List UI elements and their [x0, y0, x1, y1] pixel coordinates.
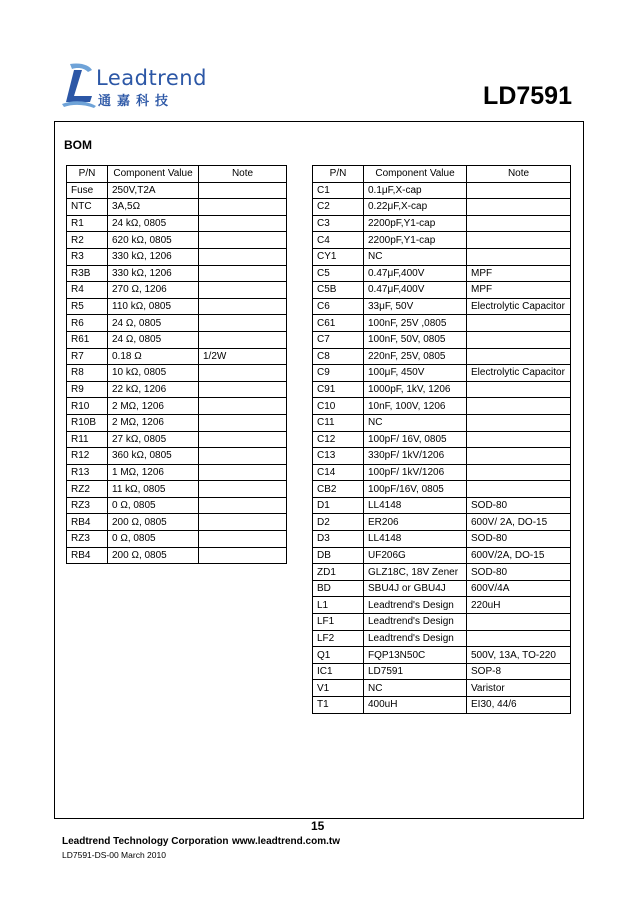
- cell-pn: R5: [67, 298, 108, 315]
- cell-pn: C7: [313, 331, 364, 348]
- table-header-row: [67, 166, 287, 183]
- table-row: [313, 663, 571, 680]
- table-row: [67, 497, 287, 514]
- cell-note: [199, 414, 287, 431]
- cell-component-value: 2200pF,Y1-cap: [364, 215, 467, 232]
- table-row: [67, 414, 287, 431]
- table-row: [313, 680, 571, 697]
- header-component-value: Component Value: [364, 166, 467, 183]
- cell-note: [467, 215, 571, 232]
- table-row: [67, 547, 287, 564]
- cell-pn: C14: [313, 464, 364, 481]
- cell-component-value: 24 kΩ, 0805: [108, 215, 199, 232]
- cell-pn: R10B: [67, 414, 108, 431]
- cell-note: [467, 481, 571, 498]
- cell-pn: RZ2: [67, 481, 108, 498]
- cell-component-value: 270 Ω, 1206: [108, 282, 199, 299]
- cell-note: [467, 431, 571, 448]
- cell-pn: NTC: [67, 199, 108, 216]
- cell-pn: R6: [67, 315, 108, 332]
- cell-pn: R11: [67, 431, 108, 448]
- cell-note: [467, 630, 571, 647]
- cell-note: [199, 315, 287, 332]
- table-row: [67, 448, 287, 465]
- cell-note: [199, 448, 287, 465]
- cell-pn: LF1: [313, 614, 364, 631]
- cell-pn: R12: [67, 448, 108, 465]
- cell-pn: T1: [313, 697, 364, 714]
- cell-component-value: FQP13N50C: [364, 647, 467, 664]
- cell-pn: RZ3: [67, 531, 108, 548]
- cell-component-value: GLZ18C, 18V Zener: [364, 564, 467, 581]
- cell-note: MPF: [467, 265, 571, 282]
- table-row: [313, 514, 571, 531]
- part-number: LD7591: [483, 82, 572, 110]
- cell-pn: C13: [313, 448, 364, 465]
- cell-pn: CB2: [313, 481, 364, 498]
- cell-pn: R61: [67, 331, 108, 348]
- cell-note: [467, 398, 571, 415]
- cell-pn: R4: [67, 282, 108, 299]
- cell-note: [199, 282, 287, 299]
- cell-pn: R3B: [67, 265, 108, 282]
- table-row: [313, 630, 571, 647]
- cell-pn: Fuse: [67, 182, 108, 199]
- cell-pn: D3: [313, 531, 364, 548]
- cell-pn: C91: [313, 381, 364, 398]
- cell-pn: C5B: [313, 282, 364, 299]
- cell-pn: R9: [67, 381, 108, 398]
- table-row: [313, 597, 571, 614]
- cell-component-value: LD7591: [364, 663, 467, 680]
- cell-component-value: 400uH: [364, 697, 467, 714]
- cell-note: [199, 215, 287, 232]
- cell-note: [199, 531, 287, 548]
- cell-component-value: 100pF/ 16V, 0805: [364, 431, 467, 448]
- table-row: [67, 398, 287, 415]
- table-row: [67, 531, 287, 548]
- table-row: [313, 331, 571, 348]
- table-row: [67, 481, 287, 498]
- cell-component-value: 330pF/ 1kV/1206: [364, 448, 467, 465]
- cell-note: [199, 365, 287, 382]
- footer-company: Leadtrend Technology Corporation: [62, 836, 229, 847]
- cell-note: [199, 248, 287, 265]
- table-row: [313, 580, 571, 597]
- cell-component-value: 250V,T2A: [108, 182, 199, 199]
- table-row: [313, 232, 571, 249]
- table-row: [67, 331, 287, 348]
- cell-pn: C12: [313, 431, 364, 448]
- cell-component-value: 27 kΩ, 0805: [108, 431, 199, 448]
- table-row: [313, 647, 571, 664]
- table-row: [313, 265, 571, 282]
- leadtrend-logo-icon: [60, 60, 100, 110]
- cell-note: 1/2W: [199, 348, 287, 365]
- table-row: [313, 497, 571, 514]
- table-row: [313, 282, 571, 299]
- cell-component-value: 11 kΩ, 0805: [108, 481, 199, 498]
- cell-component-value: 24 Ω, 0805: [108, 331, 199, 348]
- header-note: Note: [467, 166, 571, 183]
- table-row: [67, 381, 287, 398]
- cell-component-value: 220nF, 25V, 0805: [364, 348, 467, 365]
- cell-note: [467, 248, 571, 265]
- cell-component-value: 2 MΩ, 1206: [108, 414, 199, 431]
- cell-component-value: 24 Ω, 0805: [108, 315, 199, 332]
- cell-note: SOP-8: [467, 663, 571, 680]
- footer-doc-id: LD7591-DS-00 March 2010: [62, 850, 166, 860]
- cell-component-value: LL4148: [364, 497, 467, 514]
- table-row: [313, 315, 571, 332]
- cell-note: [467, 331, 571, 348]
- cell-note: Electrolytic Capacitor: [467, 298, 571, 315]
- cell-note: [467, 464, 571, 481]
- table-row: [313, 381, 571, 398]
- cell-pn: L1: [313, 597, 364, 614]
- cell-note: SOD-80: [467, 497, 571, 514]
- cell-note: [199, 381, 287, 398]
- cell-component-value: 100nF, 25V ,0805: [364, 315, 467, 332]
- cell-pn: RB4: [67, 547, 108, 564]
- cell-component-value: UF206G: [364, 547, 467, 564]
- logo-text: Leadtrend: [96, 66, 207, 90]
- cell-note: 600V/2A, DO-15: [467, 547, 571, 564]
- table-row: [313, 398, 571, 415]
- cell-note: [467, 199, 571, 216]
- cell-component-value: 2 MΩ, 1206: [108, 398, 199, 415]
- cell-note: [467, 414, 571, 431]
- cell-pn: C1: [313, 182, 364, 199]
- cell-note: Electrolytic Capacitor: [467, 365, 571, 382]
- cell-pn: C9: [313, 365, 364, 382]
- cell-pn: LF2: [313, 630, 364, 647]
- cell-component-value: 0.47μF,400V: [364, 282, 467, 299]
- table-row: [313, 697, 571, 714]
- table-row: [67, 282, 287, 299]
- cell-component-value: 330 kΩ, 1206: [108, 248, 199, 265]
- cell-pn: R10: [67, 398, 108, 415]
- cell-note: [199, 431, 287, 448]
- cell-pn: C4: [313, 232, 364, 249]
- cell-component-value: 10 kΩ, 0805: [108, 365, 199, 382]
- bom-table-right: [312, 165, 571, 714]
- cell-note: [199, 331, 287, 348]
- cell-note: [199, 547, 287, 564]
- table-row: [313, 298, 571, 315]
- cell-component-value: 360 kΩ, 0805: [108, 448, 199, 465]
- cell-component-value: 620 kΩ, 0805: [108, 232, 199, 249]
- cell-note: [199, 298, 287, 315]
- cell-component-value: 100pF/16V, 0805: [364, 481, 467, 498]
- cell-pn: C10: [313, 398, 364, 415]
- cell-note: [467, 614, 571, 631]
- cell-note: [199, 514, 287, 531]
- footer-url: www.leadtrend.com.tw: [232, 836, 340, 847]
- cell-component-value: Leadtrend's Design: [364, 614, 467, 631]
- cell-note: [199, 398, 287, 415]
- cell-pn: RB4: [67, 514, 108, 531]
- cell-pn: Q1: [313, 647, 364, 664]
- table-row: [313, 248, 571, 265]
- cell-pn: R1: [67, 215, 108, 232]
- table-row: [313, 348, 571, 365]
- cell-pn: R8: [67, 365, 108, 382]
- cell-component-value: 1000pF, 1kV, 1206: [364, 381, 467, 398]
- page-number: 15: [311, 819, 325, 833]
- table-row: [313, 182, 571, 199]
- cell-note: SOD-80: [467, 564, 571, 581]
- table-row: [67, 348, 287, 365]
- table-row: [67, 315, 287, 332]
- cell-pn: D2: [313, 514, 364, 531]
- cell-pn: CY1: [313, 248, 364, 265]
- cell-pn: C61: [313, 315, 364, 332]
- cell-pn: C3: [313, 215, 364, 232]
- header-pn: P/N: [313, 166, 364, 183]
- cell-note: [467, 182, 571, 199]
- cell-component-value: 22 kΩ, 1206: [108, 381, 199, 398]
- cell-pn: RZ3: [67, 497, 108, 514]
- table-row: [313, 481, 571, 498]
- cell-note: [199, 199, 287, 216]
- section-title: BOM: [64, 138, 92, 152]
- cell-component-value: 0.47μF,400V: [364, 265, 467, 282]
- table-row: [67, 464, 287, 481]
- cell-component-value: 0.1μF,X-cap: [364, 182, 467, 199]
- table-row: [313, 414, 571, 431]
- table-row: [67, 514, 287, 531]
- cell-pn: D1: [313, 497, 364, 514]
- table-row: [67, 215, 287, 232]
- cell-component-value: 110 kΩ, 0805: [108, 298, 199, 315]
- cell-component-value: 1 MΩ, 1206: [108, 464, 199, 481]
- header-note: Note: [199, 166, 287, 183]
- cell-component-value: NC: [364, 248, 467, 265]
- cell-component-value: 100pF/ 1kV/1206: [364, 464, 467, 481]
- cell-pn: C6: [313, 298, 364, 315]
- table-row: [313, 614, 571, 631]
- cell-component-value: 330 kΩ, 1206: [108, 265, 199, 282]
- cell-note: [199, 497, 287, 514]
- cell-note: [199, 182, 287, 199]
- table-row: [313, 564, 571, 581]
- logo-chinese-text: 通嘉科技: [98, 94, 175, 109]
- cell-pn: ZD1: [313, 564, 364, 581]
- cell-pn: R7: [67, 348, 108, 365]
- cell-pn: R3: [67, 248, 108, 265]
- cell-component-value: 200 Ω, 0805: [108, 514, 199, 531]
- cell-component-value: 33μF, 50V: [364, 298, 467, 315]
- table-row: [313, 365, 571, 382]
- cell-pn: R13: [67, 464, 108, 481]
- cell-pn: C11: [313, 414, 364, 431]
- cell-note: [467, 448, 571, 465]
- cell-note: [467, 232, 571, 249]
- table-row: [313, 431, 571, 448]
- cell-component-value: ER206: [364, 514, 467, 531]
- table-row: [67, 365, 287, 382]
- cell-component-value: 100μF, 450V: [364, 365, 467, 382]
- table-row: [313, 199, 571, 216]
- cell-component-value: 2200pF,Y1-cap: [364, 232, 467, 249]
- table-row: [313, 448, 571, 465]
- bom-table-left: [66, 165, 287, 564]
- cell-note: 500V, 13A, TO-220: [467, 647, 571, 664]
- table-row: [67, 199, 287, 216]
- cell-pn: IC1: [313, 663, 364, 680]
- cell-note: 220uH: [467, 597, 571, 614]
- table-row: [313, 464, 571, 481]
- cell-component-value: SBU4J or GBU4J: [364, 580, 467, 597]
- cell-note: [467, 348, 571, 365]
- cell-component-value: LL4148: [364, 531, 467, 548]
- cell-component-value: 200 Ω, 0805: [108, 547, 199, 564]
- cell-note: MPF: [467, 282, 571, 299]
- cell-component-value: 100nF, 50V, 0805: [364, 331, 467, 348]
- cell-note: 600V/4A: [467, 580, 571, 597]
- cell-component-value: 0 Ω, 0805: [108, 531, 199, 548]
- cell-component-value: NC: [364, 680, 467, 697]
- table-header-row: [313, 166, 571, 183]
- table-row: [67, 232, 287, 249]
- cell-component-value: 0.18 Ω: [108, 348, 199, 365]
- table-row: [313, 215, 571, 232]
- cell-pn: C5: [313, 265, 364, 282]
- cell-note: SOD-80: [467, 531, 571, 548]
- cell-component-value: Leadtrend's Design: [364, 597, 467, 614]
- cell-note: [467, 381, 571, 398]
- cell-pn: BD: [313, 580, 364, 597]
- cell-component-value: NC: [364, 414, 467, 431]
- cell-note: EI30, 44/6: [467, 697, 571, 714]
- cell-pn: DB: [313, 547, 364, 564]
- cell-pn: C2: [313, 199, 364, 216]
- company-logo: [60, 60, 210, 110]
- cell-note: [199, 481, 287, 498]
- cell-note: 600V/ 2A, DO-15: [467, 514, 571, 531]
- header-pn: P/N: [67, 166, 108, 183]
- cell-note: [199, 232, 287, 249]
- cell-note: Varistor: [467, 680, 571, 697]
- cell-pn: V1: [313, 680, 364, 697]
- table-row: [67, 248, 287, 265]
- table-row: [67, 265, 287, 282]
- table-row: [313, 547, 571, 564]
- table-row: [67, 431, 287, 448]
- cell-component-value: Leadtrend's Design: [364, 630, 467, 647]
- cell-component-value: 3A,5Ω: [108, 199, 199, 216]
- table-row: [67, 182, 287, 199]
- cell-component-value: 10nF, 100V, 1206: [364, 398, 467, 415]
- cell-pn: C8: [313, 348, 364, 365]
- cell-component-value: 0.22μF,X-cap: [364, 199, 467, 216]
- cell-note: [199, 265, 287, 282]
- header-component-value: Component Value: [108, 166, 199, 183]
- cell-note: [199, 464, 287, 481]
- cell-component-value: 0 Ω, 0805: [108, 497, 199, 514]
- table-row: [67, 298, 287, 315]
- cell-pn: R2: [67, 232, 108, 249]
- table-row: [313, 531, 571, 548]
- cell-note: [467, 315, 571, 332]
